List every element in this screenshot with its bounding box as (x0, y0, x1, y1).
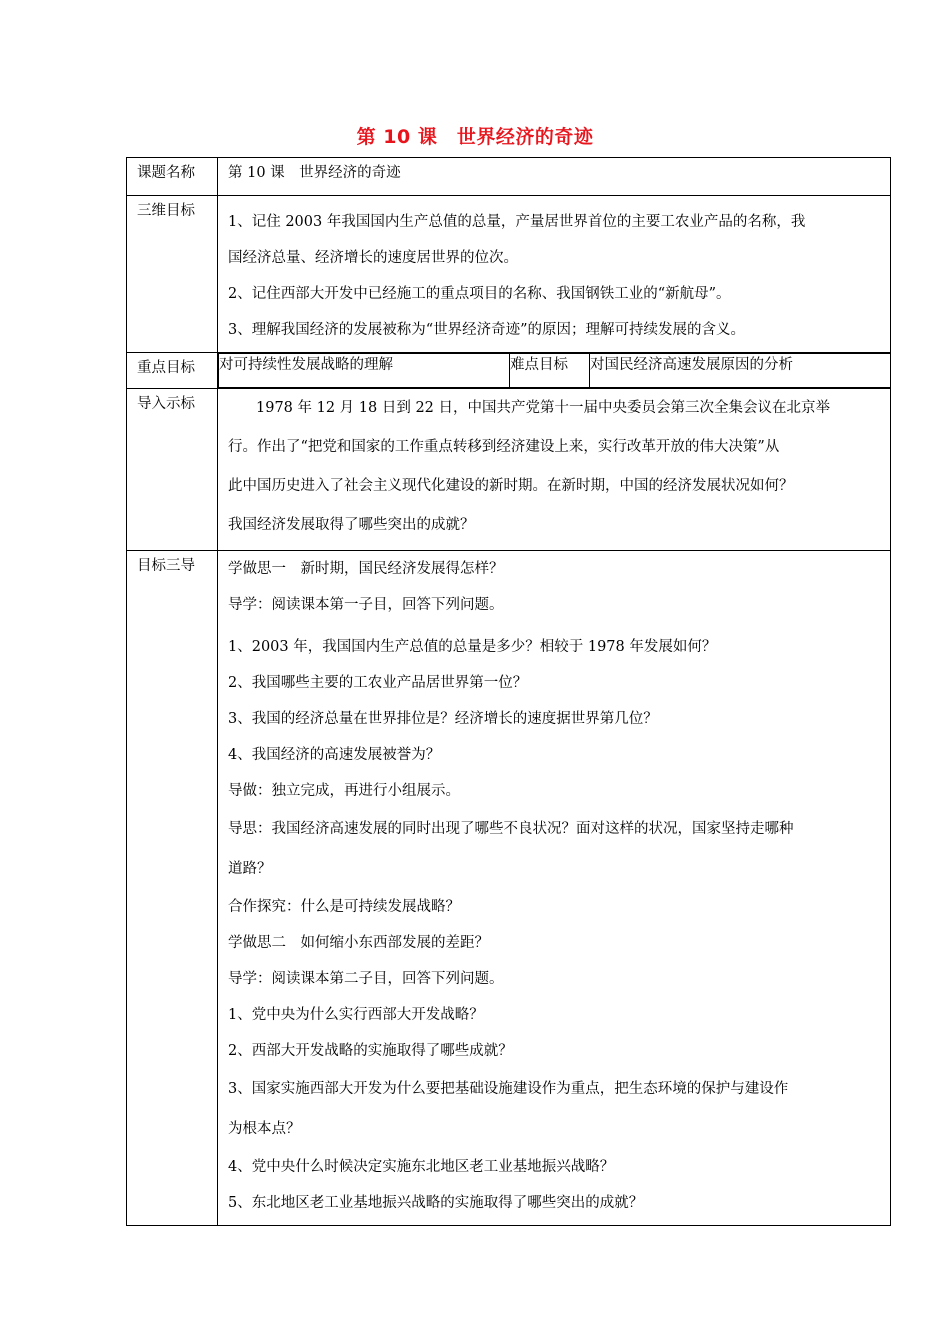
focus-label: 重点目标 (137, 360, 195, 376)
guide-line: 导学：阅读课本第一子目，回答下列问题。 (228, 597, 504, 613)
course-row (127, 158, 891, 196)
goals-row (127, 196, 891, 353)
lesson-plan-table (126, 157, 891, 1226)
guide-line: 导思：我国经济高速发展的同时出现了哪些不良状况？面对这样的状况，国家坚持走哪种 (228, 821, 794, 837)
guide-section-heading: 学做思二 如何缩小东西部发展的差距？ (228, 935, 489, 951)
guide-row (127, 551, 891, 1226)
goal-line: 1、记住 2003 年我国国内生产总值的总量，产量居世界首位的主要工农业产品的名称，我 (228, 214, 806, 230)
focus-value: 对可持续性发展战略的理解 (219, 354, 510, 388)
guide-content-cell (218, 551, 891, 1226)
goals-content-cell (218, 196, 891, 353)
intro-line: 我国经济发展取得了哪些突出的成就？ (228, 517, 475, 533)
guide-label-cell (127, 551, 218, 1226)
guide-line: 合作探究：什么是可持续发展战略？ (228, 899, 460, 915)
goal-line: 国经济总量、经济增长的速度居世界的位次。 (228, 250, 518, 266)
focus-content-cell (218, 353, 891, 389)
intro-line: 1978 年 12 月 18 日到 22 日，中国共产党第十一届中央委员会第三次全集会议在北京举 (256, 400, 831, 416)
focus-label-cell (127, 353, 218, 389)
guide-question: 3、国家实施西部大开发为什么要把基础设施建设作为重点，把生态环境的保护与建设作 (228, 1081, 789, 1097)
intro-row (127, 389, 891, 551)
guide-question: 3、我国的经济总量在世界排位是？经济增长的速度据世界第几位？ (228, 711, 658, 727)
focus-row (127, 353, 891, 389)
goal-line: 2、记住西部大开发中已经施工的重点项目的名称、我国钢铁工业的“新航母”。 (228, 286, 731, 302)
intro-label: 导入示标 (137, 396, 195, 412)
guide-question: 4、党中央什么时候决定实施东北地区老工业基地振兴战略？ (228, 1159, 615, 1175)
course-value: 第 10 课 世界经济的奇迹 (228, 165, 401, 181)
goals-label-cell (127, 196, 218, 353)
intro-line: 此中国历史进入了社会主义现代化建设的新时期。在新时期，中国的经济发展状况如何？ (228, 478, 794, 494)
intro-label-cell (127, 389, 218, 551)
focus-split (218, 353, 890, 388)
guide-question: 为根本点？ (228, 1121, 301, 1137)
course-label-cell (127, 158, 218, 196)
course-value-cell (218, 158, 891, 196)
guide-line: 导学：阅读课本第二子目，回答下列问题。 (228, 971, 504, 987)
guide-question: 1、2003 年，我国国内生产总值的总量是多少？相较于 1978 年发展如何？ (228, 639, 717, 655)
goal-line: 3、理解我国经济的发展被称为“世界经济奇迹”的原因；理解可持续发展的含义。 (228, 322, 746, 338)
course-label: 课题名称 (137, 165, 195, 181)
intro-line: 行。作出了“把党和国家的工作重点转移到经济建设上来，实行改革开放的伟大决策”从 (228, 439, 780, 455)
guide-label: 目标三导 (137, 558, 195, 574)
guide-question: 4、我国经济的高速发展被誉为？ (228, 747, 441, 763)
guide-line: 导做：独立完成，再进行小组展示。 (228, 783, 460, 799)
guide-line: 道路？ (228, 861, 272, 877)
difficulty-label: 难点目标 (510, 354, 590, 388)
guide-section-heading: 学做思一 新时期，国民经济发展得怎样？ (228, 561, 504, 577)
difficulty-value: 对国民经济高速发展原因的分析 (590, 354, 891, 388)
guide-question: 2、西部大开发战略的实施取得了哪些成就？ (228, 1043, 513, 1059)
guide-question: 2、我国哪些主要的工农业产品居世界第一位？ (228, 675, 528, 691)
guide-question: 5、东北地区老工业基地振兴战略的实施取得了哪些突出的成就？ (228, 1195, 644, 1211)
guide-question: 1、党中央为什么实行西部大开发战略？ (228, 1007, 484, 1023)
lesson-title: 第 10 课 世界经济的奇迹 (356, 126, 594, 148)
intro-content-cell (218, 389, 891, 551)
goals-label: 三维目标 (137, 203, 195, 219)
